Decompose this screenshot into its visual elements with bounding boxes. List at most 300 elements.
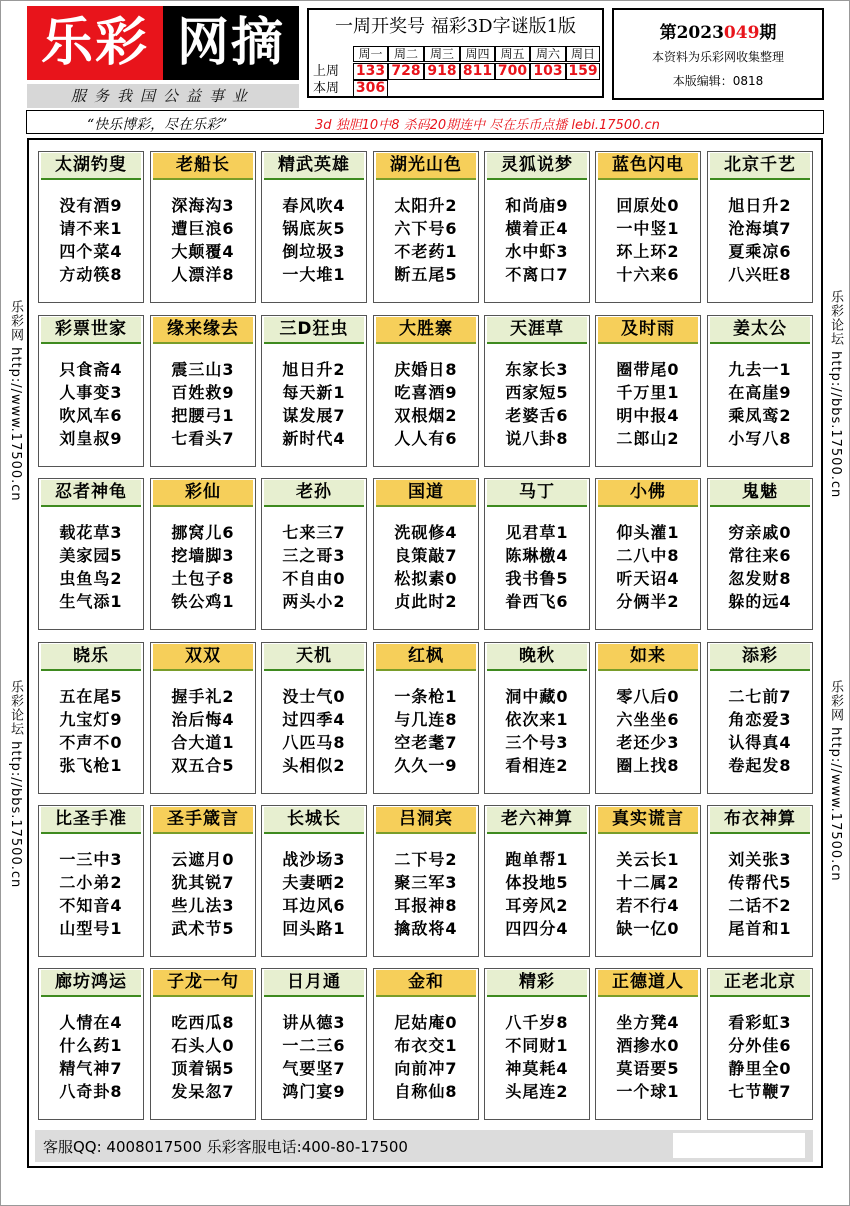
riddle-line: 常往来6 — [728, 546, 792, 565]
riddle-line: 仰头灌1 — [616, 523, 680, 542]
issue-note: 本资料为乐彩网收集整理 — [651, 50, 784, 64]
panel-lines — [39, 194, 143, 286]
riddle-line: 依次来1 — [505, 710, 569, 729]
riddle-line: 自称仙8 — [394, 1082, 458, 1101]
panel-title: 晓乐 — [41, 644, 141, 671]
riddle-line: 眷西飞6 — [505, 592, 569, 611]
panel-lines — [262, 1011, 366, 1103]
panel-lines — [596, 1011, 700, 1103]
riddle-panel — [595, 805, 701, 957]
riddle-panel — [38, 478, 144, 630]
riddle-panel — [707, 315, 813, 467]
side-text-left-bottom: 乐彩论坛 http://bbs.17500.cn — [8, 680, 23, 889]
panel-title: 三D狂虫 — [264, 317, 364, 344]
riddle-line: 七看头7 — [171, 429, 235, 448]
riddle-line: 百姓救9 — [171, 383, 235, 402]
riddle-line: 旭日升2 — [282, 360, 346, 379]
day-header: 周二 — [388, 46, 424, 62]
riddle-panel — [484, 642, 590, 794]
panel-title: 正德道人 — [598, 970, 698, 997]
riddle-line: 握手礼2 — [171, 687, 235, 706]
riddle-panel — [595, 315, 701, 467]
riddle-line: 十六来6 — [616, 265, 680, 284]
riddle-panel — [150, 968, 256, 1120]
panel-title: 如来 — [598, 644, 698, 671]
riddle-line: 头相似2 — [282, 756, 346, 775]
riddle-line: 角恋爱3 — [728, 710, 792, 729]
riddle-line: 遭巨浪6 — [171, 219, 235, 238]
riddle-panel — [150, 315, 256, 467]
riddle-line: 耳旁风2 — [505, 896, 569, 915]
issue-box — [612, 8, 824, 100]
riddle-line: 洗砚修4 — [394, 523, 458, 542]
riddle-line: 四个菜4 — [59, 242, 123, 261]
riddle-line: 两头小2 — [282, 592, 346, 611]
riddle-line: 美家园5 — [59, 546, 123, 565]
riddle-line: 气要坚7 — [282, 1059, 346, 1078]
riddle-panel — [595, 968, 701, 1120]
riddle-line: 洞中藏0 — [505, 687, 569, 706]
riddle-line: 不声不0 — [59, 733, 123, 752]
riddle-line: 圈上找8 — [616, 756, 680, 775]
riddle-line: 见君草1 — [505, 523, 569, 542]
panel-lines — [596, 521, 700, 613]
panel-title: 正老北京 — [710, 970, 810, 997]
panel-lines — [374, 848, 478, 940]
riddle-panel — [484, 968, 590, 1120]
riddle-line: 九宝灯9 — [59, 710, 123, 729]
riddle-line: 夫妻晒2 — [282, 873, 346, 892]
last-week-number: 700 — [495, 63, 530, 80]
panel-lines — [39, 685, 143, 777]
riddle-line: 一条枪1 — [394, 687, 458, 706]
panel-lines — [374, 685, 478, 777]
riddle-line: 吹风车6 — [59, 406, 123, 425]
panel-lines — [262, 194, 366, 286]
riddle-line: 没士气0 — [282, 687, 346, 706]
riddle-line: 人漂洋8 — [171, 265, 235, 284]
riddle-line: 吃喜酒9 — [394, 383, 458, 402]
riddle-line: 莫语要5 — [616, 1059, 680, 1078]
riddle-line: 小写八8 — [728, 429, 792, 448]
panel-title: 太湖钓叟 — [41, 153, 141, 180]
riddle-line: 尾首和1 — [728, 919, 792, 938]
riddle-line: 二八中8 — [616, 546, 680, 565]
riddle-line: 二小弟2 — [59, 873, 123, 892]
riddle-line: 听天诏4 — [616, 569, 680, 588]
panel-title: 日月通 — [264, 970, 364, 997]
panel-lines — [708, 848, 812, 940]
riddle-line: 耳边风6 — [282, 896, 346, 915]
riddle-line: 山型号1 — [59, 919, 123, 938]
riddle-line: 头尾连2 — [505, 1082, 569, 1101]
panel-title: 彩票世家 — [41, 317, 141, 344]
issue-prefix: 第2023 — [659, 23, 724, 43]
riddle-line: 倒垃圾3 — [282, 242, 346, 261]
riddle-panel — [484, 315, 590, 467]
panel-lines — [262, 358, 366, 450]
riddle-panel — [261, 315, 367, 467]
riddle-line: 水中虾3 — [505, 242, 569, 261]
riddle-line: 向前冲7 — [394, 1059, 458, 1078]
riddle-line: 关云长1 — [616, 850, 680, 869]
last-week-number: 728 — [388, 63, 424, 80]
riddle-line: 太阳升2 — [394, 196, 458, 215]
riddle-panel — [261, 478, 367, 630]
riddle-line: 忽发财8 — [728, 569, 792, 588]
panel-title: 湖光山色 — [376, 153, 476, 180]
riddle-line: 大颠覆4 — [171, 242, 235, 261]
panel-lines — [708, 521, 812, 613]
riddle-line: 夏乘凉6 — [728, 242, 792, 261]
riddle-line: 些儿法3 — [171, 896, 235, 915]
riddle-line: 聚三军3 — [394, 873, 458, 892]
last-week-number: 811 — [460, 63, 495, 80]
riddle-line: 发呆忽7 — [171, 1082, 235, 1101]
riddle-line: 躲的远4 — [728, 592, 792, 611]
riddle-line: 犹其锐7 — [171, 873, 235, 892]
riddle-panel — [373, 315, 479, 467]
riddle-panel — [595, 478, 701, 630]
riddle-line: 传帮代5 — [728, 873, 792, 892]
panel-lines — [485, 521, 589, 613]
panel-title: 姜太公 — [710, 317, 810, 344]
panel-lines — [485, 194, 589, 286]
riddle-line: 土包子8 — [171, 569, 235, 588]
riddle-line: 铁公鸡1 — [171, 592, 235, 611]
riddle-line: 千万里1 — [616, 383, 680, 402]
riddle-line: 把腰弓1 — [171, 406, 235, 425]
riddle-line: 不老药1 — [394, 242, 458, 261]
riddle-line: 跑单帮1 — [505, 850, 569, 869]
banner-ad-link[interactable]: 3d 独胆10中8 杀码20期连中 尽在乐币点播 lebi.17500.cn — [315, 118, 660, 133]
riddle-line: 擒敌将4 — [394, 919, 458, 938]
day-header: 周日 — [566, 46, 600, 62]
panel-lines — [596, 358, 700, 450]
logo-text-right: 网摘 — [163, 6, 299, 80]
riddle-line: 精气神7 — [59, 1059, 123, 1078]
riddle-line: 老还少3 — [616, 733, 680, 752]
logo-text-left: 乐彩 — [27, 6, 163, 80]
riddle-line: 八匹马8 — [282, 733, 346, 752]
riddle-line: 方动筷8 — [59, 265, 123, 284]
panel-lines — [374, 358, 478, 450]
riddle-panel — [150, 151, 256, 303]
riddle-line: 云遮月0 — [171, 850, 235, 869]
riddle-line: 没有酒9 — [59, 196, 123, 215]
panel-lines — [151, 848, 255, 940]
riddle-line: 不同财1 — [505, 1036, 569, 1055]
riddle-line: 刘皇叔9 — [59, 429, 123, 448]
riddle-line: 我书鲁5 — [505, 569, 569, 588]
panel-lines — [39, 358, 143, 450]
riddle-line: 沧海填7 — [728, 219, 792, 238]
panel-title: 天涯草 — [487, 317, 587, 344]
riddle-line: 回头路1 — [282, 919, 346, 938]
panel-lines — [39, 1011, 143, 1103]
riddle-line: 若不行4 — [616, 896, 680, 915]
riddle-line: 分俩半2 — [616, 592, 680, 611]
side-text-right-bottom: 乐彩网 http://www.17500.cn — [828, 680, 843, 882]
riddle-line: 圈带尾0 — [616, 360, 680, 379]
panel-lines — [485, 1011, 589, 1103]
riddle-line: 认得真4 — [728, 733, 792, 752]
riddle-line: 不自由0 — [282, 569, 346, 588]
riddle-line: 震三山3 — [171, 360, 235, 379]
riddle-line: 锅底灰5 — [282, 219, 346, 238]
panel-title: 子龙一句 — [153, 970, 253, 997]
riddle-panel — [595, 642, 701, 794]
panel-lines — [708, 1011, 812, 1103]
riddle-line: 缺一亿0 — [616, 919, 680, 938]
riddle-line: 断五尾5 — [394, 265, 458, 284]
riddle-panel — [150, 478, 256, 630]
riddle-panel — [595, 151, 701, 303]
panel-lines — [39, 848, 143, 940]
footer-contact: 客服QQ: 4008017500 乐彩客服电话:400-80-17500 — [43, 1138, 408, 1156]
last-week-label: 上周 — [313, 64, 340, 79]
panel-title: 吕洞宾 — [376, 807, 476, 834]
riddle-line: 鸿门宴9 — [282, 1082, 346, 1101]
banner — [26, 110, 824, 134]
riddle-line: 挪窝儿6 — [171, 523, 235, 542]
day-header: 周一 — [353, 46, 388, 62]
riddle-line: 与几连8 — [394, 710, 458, 729]
riddle-line: 七来三7 — [282, 523, 346, 542]
weekly-draw-box — [307, 8, 604, 98]
riddle-panel — [373, 642, 479, 794]
riddle-panel — [38, 968, 144, 1120]
riddle-line: 八兴旺8 — [728, 265, 792, 284]
panel-title: 大胜寨 — [376, 317, 476, 344]
riddle-line: 久久一9 — [394, 756, 458, 775]
last-week-number: 103 — [530, 63, 566, 80]
panel-lines — [485, 685, 589, 777]
panel-title: 比圣手准 — [41, 807, 141, 834]
riddle-line: 只食斋4 — [59, 360, 123, 379]
riddle-line: 庆婚日8 — [394, 360, 458, 379]
panel-title: 金和 — [376, 970, 476, 997]
riddle-line: 横着正4 — [505, 219, 569, 238]
riddle-panel — [261, 151, 367, 303]
panel-title: 马丁 — [487, 480, 587, 507]
riddle-line: 生气添1 — [59, 592, 123, 611]
riddle-line: 明中报4 — [616, 406, 680, 425]
riddle-line: 不知音4 — [59, 896, 123, 915]
riddle-line: 看彩虹3 — [728, 1013, 792, 1032]
panel-lines — [596, 685, 700, 777]
panel-lines — [708, 685, 812, 777]
riddle-line: 吃西瓜8 — [171, 1013, 235, 1032]
riddle-line: 西家短5 — [505, 383, 569, 402]
riddle-line: 说八卦8 — [505, 429, 569, 448]
panel-title: 国道 — [376, 480, 476, 507]
panel-lines — [262, 521, 366, 613]
riddle-line: 请不来1 — [59, 219, 123, 238]
panel-lines — [39, 521, 143, 613]
riddle-line: 陈琳檄4 — [505, 546, 569, 565]
riddle-panel — [261, 968, 367, 1120]
riddle-line: 尼姑庵0 — [394, 1013, 458, 1032]
panel-title: 忍者神龟 — [41, 480, 141, 507]
riddle-line: 八奇卦8 — [59, 1082, 123, 1101]
panel-lines — [485, 848, 589, 940]
riddle-line: 坐方凳4 — [616, 1013, 680, 1032]
panel-lines — [151, 194, 255, 286]
riddle-panel — [373, 968, 479, 1120]
panel-title: 缘来缘去 — [153, 317, 253, 344]
riddle-line: 一大堆1 — [282, 265, 346, 284]
panel-lines — [151, 358, 255, 450]
riddle-line: 双五合5 — [171, 756, 235, 775]
day-header: 周四 — [460, 46, 495, 62]
riddle-line: 老婆舌6 — [505, 406, 569, 425]
last-week-number: 918 — [424, 63, 460, 80]
footer — [35, 1130, 813, 1162]
logo — [27, 6, 299, 104]
riddle-line: 乘凤鸾2 — [728, 406, 792, 425]
panel-title: 北京千艺 — [710, 153, 810, 180]
riddle-line: 虫鱼鸟2 — [59, 569, 123, 588]
riddle-line: 十二属2 — [616, 873, 680, 892]
panel-lines — [374, 1011, 478, 1103]
riddle-line: 松拟素0 — [394, 569, 458, 588]
riddle-panel — [373, 805, 479, 957]
riddle-line: 耳报神8 — [394, 896, 458, 915]
riddle-panel — [38, 805, 144, 957]
panel-title: 布衣神算 — [710, 807, 810, 834]
riddle-panel — [261, 642, 367, 794]
riddle-panel — [707, 805, 813, 957]
riddle-line: 讲从德3 — [282, 1013, 346, 1032]
panel-title: 鬼魅 — [710, 480, 810, 507]
issue-title — [614, 18, 822, 43]
riddle-line: 每天新1 — [282, 383, 346, 402]
riddle-line: 神莫耗4 — [505, 1059, 569, 1078]
riddle-line: 人情在4 — [59, 1013, 123, 1032]
riddle-line: 六坐坐6 — [616, 710, 680, 729]
riddle-line: 贞此时2 — [394, 592, 458, 611]
panel-title: 老六神算 — [487, 807, 587, 834]
riddle-line: 人事变3 — [59, 383, 123, 402]
this-week-label: 本周 — [313, 81, 340, 96]
riddle-panel — [373, 478, 479, 630]
riddle-line: 体投地5 — [505, 873, 569, 892]
panel-lines — [596, 194, 700, 286]
riddle-line: 人人有6 — [394, 429, 458, 448]
panel-title: 天机 — [264, 644, 364, 671]
panel-lines — [151, 1011, 255, 1103]
panel-lines — [151, 521, 255, 613]
riddle-line: 穷亲戚0 — [728, 523, 792, 542]
riddle-line: 战沙场3 — [282, 850, 346, 869]
this-week-number: 306 — [353, 80, 388, 97]
banner-slogan: “快乐博彩，尽在乐彩” — [87, 117, 228, 133]
panel-lines — [708, 194, 812, 286]
riddle-panel — [707, 151, 813, 303]
riddle-line: 看相连2 — [505, 756, 569, 775]
riddle-panel — [484, 151, 590, 303]
panel-title: 精武英雄 — [264, 153, 364, 180]
panel-title: 小佛 — [598, 480, 698, 507]
panel-lines — [151, 685, 255, 777]
riddle-line: 零八后0 — [616, 687, 680, 706]
riddle-panel — [38, 642, 144, 794]
panel-lines — [262, 685, 366, 777]
panel-title: 圣手箴言 — [153, 807, 253, 834]
riddle-line: 深海沟3 — [171, 196, 235, 215]
panel-title: 红枫 — [376, 644, 476, 671]
riddle-line: 在高崖9 — [728, 383, 792, 402]
day-header: 周六 — [530, 46, 566, 62]
riddle-line: 一中竖1 — [616, 219, 680, 238]
riddle-line: 张飞枪1 — [59, 756, 123, 775]
riddle-line: 谋发展7 — [282, 406, 346, 425]
riddle-line: 一二三6 — [282, 1036, 346, 1055]
riddle-panel — [373, 151, 479, 303]
riddle-line: 二郎山2 — [616, 429, 680, 448]
riddle-line: 不离口7 — [505, 265, 569, 284]
riddle-line: 卷起发8 — [728, 756, 792, 775]
riddle-line: 治后悔4 — [171, 710, 235, 729]
side-text-right-top: 乐彩论坛 http://bbs.17500.cn — [828, 290, 843, 499]
riddle-line: 环上环2 — [616, 242, 680, 261]
riddle-line: 东家长3 — [505, 360, 569, 379]
riddle-line: 八千岁8 — [505, 1013, 569, 1032]
panel-lines — [596, 848, 700, 940]
riddle-line: 武术节5 — [171, 919, 235, 938]
riddle-line: 合大道1 — [171, 733, 235, 752]
panel-title: 老孙 — [264, 480, 364, 507]
panel-lines — [485, 358, 589, 450]
riddle-line: 什么药1 — [59, 1036, 123, 1055]
riddle-line: 三个号3 — [505, 733, 569, 752]
riddle-panel — [38, 315, 144, 467]
riddle-panel — [707, 968, 813, 1120]
side-text-left-top: 乐彩网 http://www.17500.cn — [8, 300, 23, 502]
riddle-line: 一三中3 — [59, 850, 123, 869]
riddle-panel — [38, 151, 144, 303]
riddle-panel — [150, 805, 256, 957]
panel-title: 添彩 — [710, 644, 810, 671]
riddle-panel — [150, 642, 256, 794]
riddle-line: 四四分4 — [505, 919, 569, 938]
riddle-line: 过四季4 — [282, 710, 346, 729]
riddle-line: 二下号2 — [394, 850, 458, 869]
riddle-line: 和尚庙9 — [505, 196, 569, 215]
panel-lines — [374, 194, 478, 286]
day-header: 周五 — [495, 46, 530, 62]
weekly-draw-title: 一周开奖号 福彩3D字谜版1版 — [334, 16, 577, 37]
riddle-line: 酒掺水0 — [616, 1036, 680, 1055]
riddle-line: 空老耄7 — [394, 733, 458, 752]
riddle-line: 载花草3 — [59, 523, 123, 542]
riddle-line: 九去一1 — [728, 360, 792, 379]
riddle-line: 新时代4 — [282, 429, 346, 448]
riddle-line: 分外佳6 — [728, 1036, 792, 1055]
panel-title: 彩仙 — [153, 480, 253, 507]
riddle-panel — [484, 805, 590, 957]
riddle-line: 六下号6 — [394, 219, 458, 238]
riddle-panel — [261, 805, 367, 957]
riddle-line: 刘关张3 — [728, 850, 792, 869]
riddle-line: 春风吹4 — [282, 196, 346, 215]
riddle-line: 旭日升2 — [728, 196, 792, 215]
riddle-panel — [707, 478, 813, 630]
riddle-line: 布衣交1 — [394, 1036, 458, 1055]
riddle-panel — [707, 642, 813, 794]
panel-title: 老船长 — [153, 153, 253, 180]
